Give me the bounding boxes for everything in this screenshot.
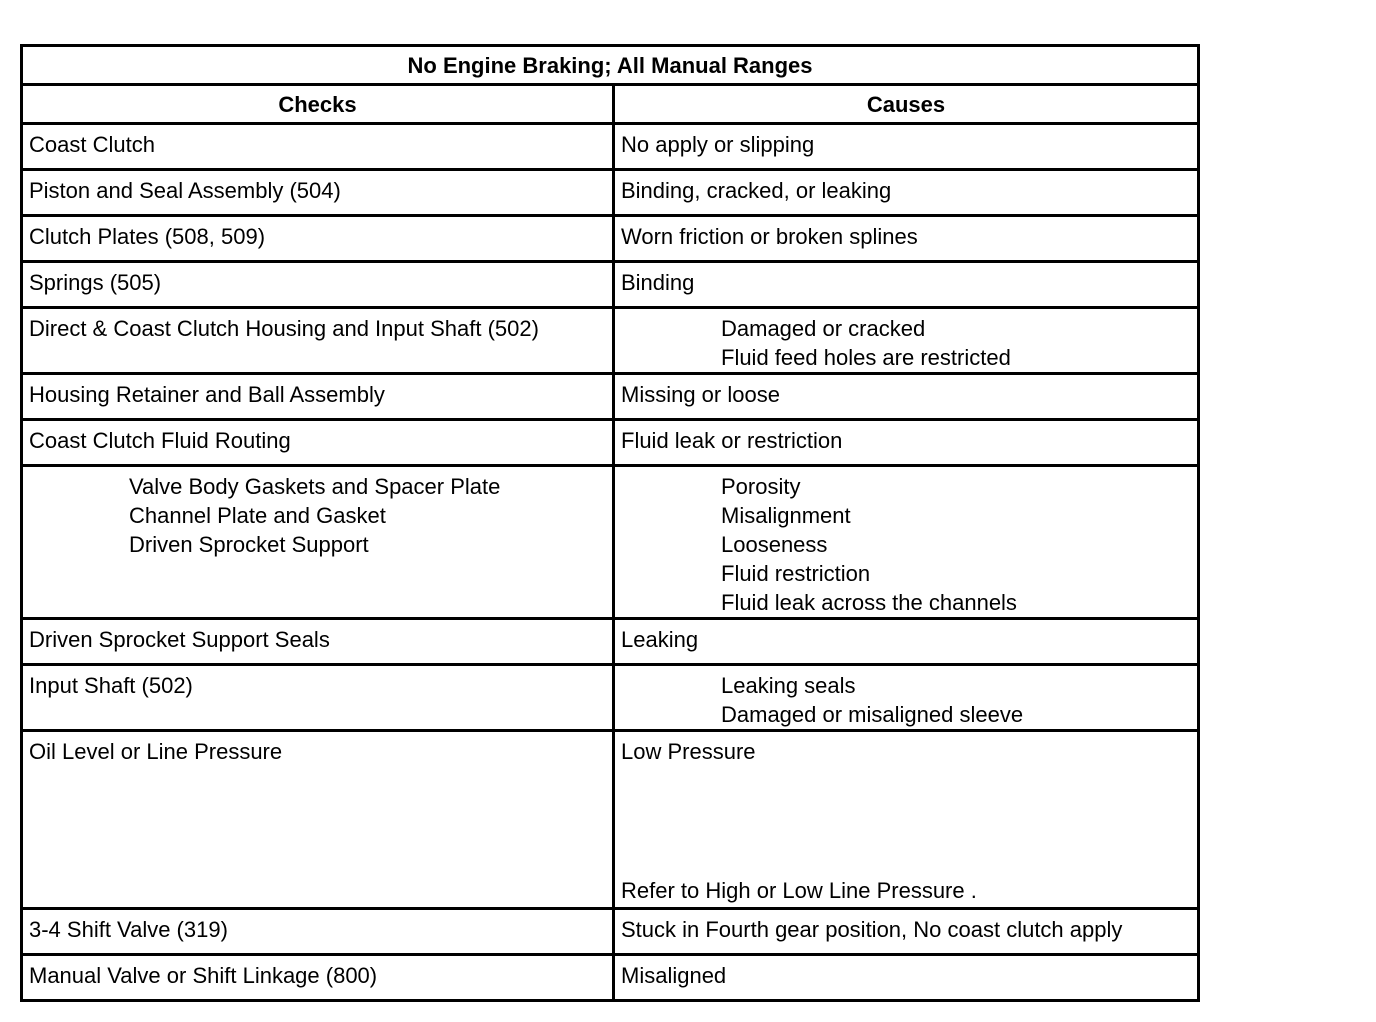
- table-row: [22, 909, 1199, 955]
- cause-cell-line: Misaligned: [621, 963, 727, 988]
- cause-cell: [614, 262, 1199, 308]
- table-title: No Engine Braking; All Manual Ranges: [22, 46, 1199, 85]
- cause-cell: [614, 420, 1199, 466]
- cause-cell: [614, 665, 1199, 731]
- check-cell-line: Input Shaft (502): [29, 673, 193, 698]
- table-row: [22, 955, 1199, 1001]
- cause-cell: [614, 731, 1199, 909]
- cause-cell-line: Fluid leak across the channels: [721, 590, 1017, 615]
- check-cell-line: Piston and Seal Assembly (504): [29, 178, 341, 203]
- table-body: [22, 124, 1199, 1001]
- cause-cell-line: Damaged or misaligned sleeve: [721, 702, 1024, 727]
- table-row: [22, 466, 1199, 619]
- cause-cell-line: Worn friction or broken splines: [621, 224, 918, 249]
- cause-cell: [614, 466, 1199, 619]
- check-cell: [22, 308, 614, 374]
- checks-header: Checks: [22, 85, 614, 124]
- check-cell-line: Channel Plate and Gasket: [129, 503, 386, 528]
- check-cell-line: Valve Body Gaskets and Spacer Plate: [129, 474, 501, 499]
- check-cell: [22, 955, 614, 1001]
- cause-cell: [614, 619, 1199, 665]
- check-cell-line: Springs (505): [29, 270, 162, 295]
- check-cell: [22, 619, 614, 665]
- cause-cell-line: Refer to High or Low Line Pressure .: [621, 878, 977, 903]
- cause-cell: [614, 124, 1199, 170]
- cause-cell-line: Stuck in Fourth gear position, No coast clutch apply: [621, 917, 1123, 942]
- cause-cell: [614, 909, 1199, 955]
- check-cell: [22, 170, 614, 216]
- cause-cell-line: Porosity: [721, 474, 801, 499]
- check-cell-line: 3-4 Shift Valve (319): [29, 917, 228, 942]
- table-row: [22, 216, 1199, 262]
- check-cell: [22, 124, 614, 170]
- check-cell-line: Coast Clutch Fluid Routing: [29, 428, 291, 453]
- causes-header: Causes: [614, 85, 1199, 124]
- check-cell-line: Driven Sprocket Support Seals: [29, 627, 330, 652]
- table-row: [22, 308, 1199, 374]
- cause-cell-line: Fluid leak or restriction: [621, 428, 843, 453]
- check-cell: [22, 262, 614, 308]
- cause-cell-line: Misalignment: [721, 503, 851, 528]
- cause-cell: [614, 374, 1199, 420]
- cause-cell: [614, 308, 1199, 374]
- cause-cell-line: Fluid restriction: [721, 561, 871, 586]
- cause-cell-line: Low Pressure: [621, 739, 756, 764]
- cause-cell-line: Fluid feed holes are restricted: [721, 345, 1011, 370]
- diagnosis-table: [20, 44, 1200, 1002]
- check-cell: [22, 374, 614, 420]
- check-cell-line: Driven Sprocket Support: [129, 532, 369, 557]
- cause-cell: [614, 955, 1199, 1001]
- cause-cell: [614, 216, 1199, 262]
- cause-cell-line: Binding: [621, 270, 695, 295]
- check-cell: [22, 216, 614, 262]
- table-row: [22, 170, 1199, 216]
- cause-cell-line: No apply or slipping: [621, 132, 815, 157]
- cause-cell-line: Leaking seals: [721, 673, 856, 698]
- cause-cell-line: Binding, cracked, or leaking: [621, 178, 892, 203]
- table-row: [22, 262, 1199, 308]
- table-row: [22, 374, 1199, 420]
- check-cell-line: Housing Retainer and Ball Assembly: [29, 382, 385, 407]
- check-cell-line: Direct & Coast Clutch Housing and Input Shaft (502): [29, 316, 539, 341]
- check-cell: [22, 665, 614, 731]
- table-row: [22, 420, 1199, 466]
- check-cell: [22, 420, 614, 466]
- table-row: [22, 665, 1199, 731]
- cause-cell-line: Damaged or cracked: [721, 316, 926, 341]
- check-cell-line: Coast Clutch: [29, 132, 155, 157]
- check-cell: [22, 731, 614, 909]
- cause-cell-line: Leaking: [621, 627, 699, 652]
- check-cell-line: Oil Level or Line Pressure: [29, 739, 283, 764]
- table-row: [22, 124, 1199, 170]
- check-cell: [22, 909, 614, 955]
- cause-cell-line: Missing or loose: [621, 382, 780, 407]
- table-row: [22, 731, 1199, 909]
- cause-cell-line: Looseness: [721, 532, 828, 557]
- check-cell: [22, 466, 614, 619]
- cause-cell: [614, 170, 1199, 216]
- table-row: [22, 619, 1199, 665]
- check-cell-line: Manual Valve or Shift Linkage (800): [29, 963, 378, 988]
- check-cell-line: Clutch Plates (508, 509): [29, 224, 266, 249]
